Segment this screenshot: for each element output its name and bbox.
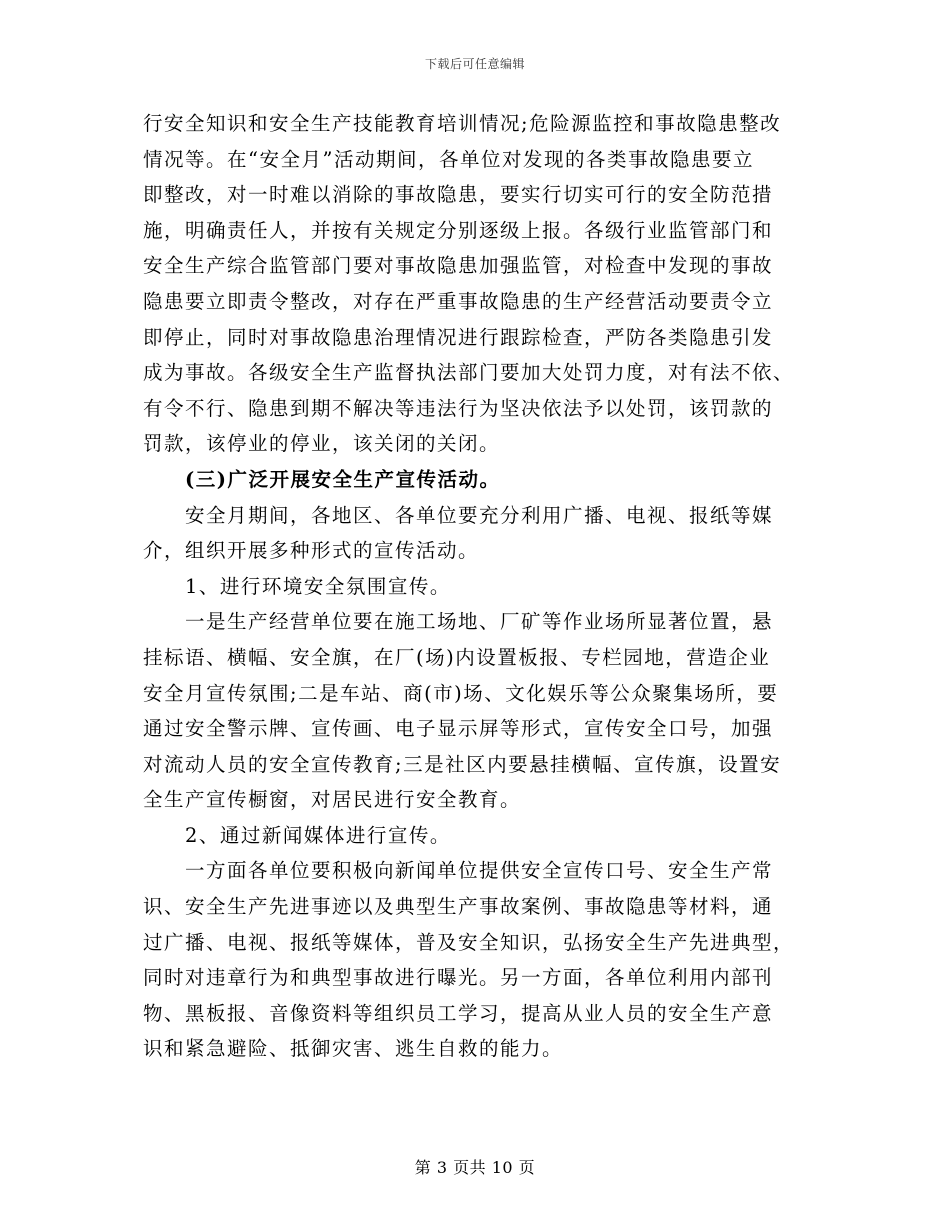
text-line: 挂标语、横幅、安全旗，在厂(场)内设置板报、专栏园地，营造企业	[143, 645, 771, 669]
text-line: 识、安全生产先进事迹以及典型生产事故案例、事故隐患等材料，通	[143, 895, 774, 919]
text-line: 物、黑板报、音像资料等组织员工学习，提高从业人员的安全生产意	[143, 1001, 774, 1025]
text-line: 同时对违章行为和典型事故进行曝光。另一方面，各单位利用内部刊	[143, 966, 774, 990]
text-line: 一是生产经营单位要在施工场地、厂矿等作业场所显著位置，悬	[185, 610, 774, 634]
document-body	[143, 106, 811, 1067]
text-line: 介，组织开展多种形式的宣传活动。	[143, 539, 480, 563]
text-line: 即停止，同时对事故隐患治理情况进行跟踪检查，严防各类隐患引发	[143, 325, 774, 349]
section-heading: (三)广泛开展安全生产宣传活动。	[185, 467, 501, 491]
text-line: 全生产宣传橱窗，对居民进行安全教育。	[143, 788, 522, 812]
text-line: 罚款，该停业的停业，该关闭的关闭。	[143, 432, 501, 456]
page-footer: 第 3 页共 10 页	[414, 1158, 536, 1177]
subsection-heading: 2、通过新闻媒体进行宣传。	[185, 823, 451, 847]
subsection-heading: 1、进行环境安全氛围宣传。	[185, 574, 451, 598]
text-line: 隐患要立即责令整改，对存在严重事故隐患的生产经营活动要责令立	[143, 289, 774, 313]
text-line: 情况等。在“安全月”活动期间，各单位对发现的各类事故隐患要立	[143, 147, 754, 171]
text-line: 成为事故。各级安全生产监督执法部门要加大处罚力度，对有法不依、	[143, 361, 795, 385]
text-line: 识和紧急避险、抵御灾害、逃生自救的能力。	[143, 1037, 564, 1061]
text-line: 过广播、电视、报纸等媒体，普及安全知识，弘扬安全生产先进典型，	[143, 930, 795, 954]
text-line: 安全月宣传氛围;二是车站、商(市)场、文化娱乐等公众聚集场所，要	[143, 681, 779, 705]
text-line: 施，明确责任人，并按有关规定分别逐级上报。各级行业监管部门和	[143, 218, 774, 242]
text-line: 通过安全警示牌、宣传画、电子显示屏等形式，宣传安全口号，加强	[143, 717, 774, 741]
text-line: 即整改，对一时难以消除的事故隐患，要实行切实可行的安全防范措	[143, 183, 774, 207]
text-line: 一方面各单位要积极向新闻单位提供安全宣传口号、安全生产常	[185, 859, 774, 883]
text-line: 安全月期间，各地区、各单位要充分利用广播、电视、报纸等媒	[185, 503, 774, 527]
text-line: 行安全知识和安全生产技能教育培训情况;危险源监控和事故隐患整改	[143, 112, 782, 135]
text-line: 对流动人员的安全宣传教育;三是社区内要悬挂横幅、宣传旗，设置安	[143, 752, 782, 776]
page-header: 下载后可任意编辑	[424, 57, 525, 71]
text-line: 有令不行、隐患到期不解决等违法行为坚决依法予以处罚，该罚款的	[143, 396, 774, 420]
text-line: 安全生产综合监管部门要对事故隐患加强监管，对检查中发现的事故	[143, 254, 774, 278]
